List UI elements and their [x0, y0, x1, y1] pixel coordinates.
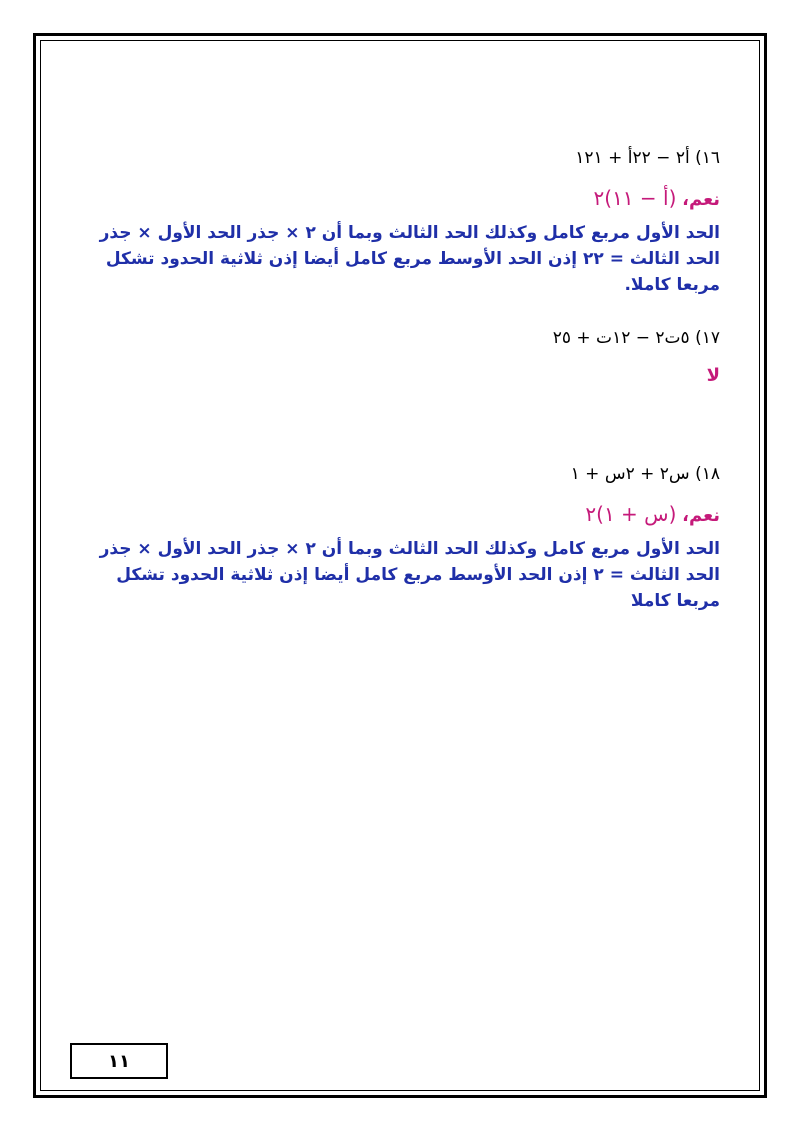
page-number-box: [70, 1043, 168, 1079]
problem-16-expression: أ٢ − ٢٢أ + ١٢١: [575, 148, 690, 168]
problem-17: [80, 318, 720, 394]
problem-16-answer: [80, 178, 720, 220]
problem-17-expression: ٥ت٢ − ١٢ت + ٢٥: [552, 328, 690, 348]
problem-16-answer-word: نعم،: [682, 189, 720, 210]
problem-16-label: ١٦): [695, 148, 720, 168]
problem-18-answer-expression: (س + ١)٢: [585, 502, 677, 526]
worksheet-content: [80, 138, 720, 614]
problem-18-answer: [80, 494, 720, 536]
problem-18-answer-word: نعم،: [682, 505, 720, 526]
page-number: ١١: [108, 1050, 130, 1072]
problem-16-question: [80, 138, 720, 178]
problem-16: [80, 138, 720, 298]
problem-17-label: ١٧): [695, 328, 720, 348]
problem-17-answer-word: لا: [706, 365, 720, 386]
problem-18: [80, 454, 720, 614]
problem-18-question: [80, 454, 720, 494]
problem-17-question: [80, 318, 720, 358]
problem-18-label: ١٨): [695, 464, 720, 484]
problem-18-expression: س٢ + ٢س + ١: [570, 464, 690, 484]
problem-16-explanation: الحد الأول مربع كامل وكذلك الحد الثالث وبما أن ٢ × جذر الحد الأول × جذر الحد الثالث = ٢٢ إذن الحد الأوسط مربع كامل أيضا إذن ثلاثية الحدود تشكل مربعا كاملا.: [99, 223, 720, 295]
problem-16-answer-expression: (أ − ١١)٢: [593, 186, 677, 210]
problem-18-explanation: الحد الأول مربع كامل وكذلك الحد الثالث وبما أن ٢ × جذر الحد الأول × جذر الحد الثالث = ٢ إذن الحد الأوسط مربع كامل أيضا إذن ثلاثية الحدود تشكل مربعا كاملا: [99, 539, 720, 611]
